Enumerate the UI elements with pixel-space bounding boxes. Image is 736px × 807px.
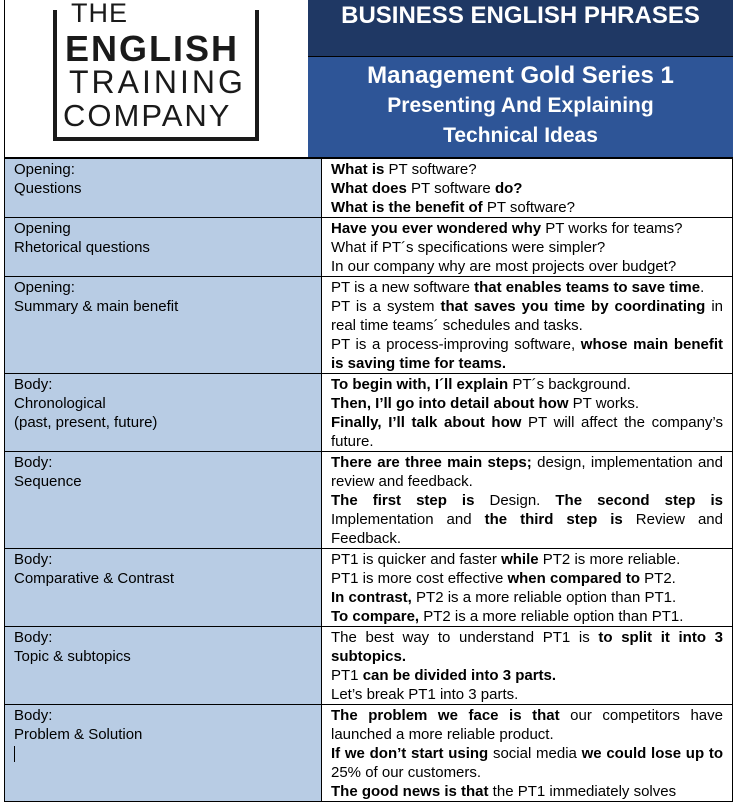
row-label-line: Body: — [14, 629, 53, 646]
phrase-keyword: What is the benefit of — [331, 199, 483, 216]
phrase-text: 25% of our customers. — [331, 764, 482, 781]
row-label-line: Opening: — [14, 161, 75, 178]
phrase-keyword: when compared to — [507, 570, 640, 587]
row-label-line: Comparative & Contrast — [14, 570, 175, 587]
phrase-text: Design. — [474, 492, 556, 509]
table-row — [5, 159, 733, 218]
phrase-text: Let’s break PT1 into 3 parts. — [331, 686, 519, 703]
phrase-keyword: There are three main steps; — [331, 454, 532, 471]
phrase-text: in real time teams´ schedules and tasks. — [331, 298, 724, 334]
row-label-cell — [5, 549, 322, 627]
phrase-keyword: Then, I’ll go into detail about how — [331, 395, 569, 412]
phrase-line — [331, 278, 723, 297]
phrase-keyword: Have you ever wondered why — [331, 220, 542, 237]
logo-english: ENGLISH — [65, 28, 240, 69]
row-phrases-cell — [322, 159, 733, 218]
phrase-line — [331, 569, 723, 588]
row-phrases-cell — [322, 374, 733, 452]
row-label-line: Questions — [14, 180, 82, 197]
phrase-text: PT software? — [482, 199, 575, 216]
phrase-keyword: to split it into 3 subtopics. — [331, 629, 724, 665]
phrase-line — [331, 491, 723, 548]
phrase-line — [331, 550, 723, 569]
row-label-line: Body: — [14, 551, 53, 568]
table-row — [5, 452, 733, 549]
phrase-line — [331, 666, 723, 685]
phrase-keyword: The good news is that — [331, 783, 489, 800]
phrases-table — [4, 158, 733, 802]
phrase-line — [331, 198, 723, 217]
phrase-text: PT´s background. — [508, 376, 631, 393]
phrase-text: PT1 is more cost effective — [331, 570, 508, 587]
phrase-line — [331, 685, 723, 704]
row-phrases-cell — [322, 549, 733, 627]
phrase-text: PT1 is quicker and faster — [331, 551, 502, 568]
phrase-text: . — [700, 279, 705, 296]
table-row — [5, 705, 733, 802]
phrase-line — [331, 782, 723, 801]
phrase-keyword: To begin with, I´ll explain — [331, 376, 509, 393]
phrase-text: the PT1 immediately solves — [488, 783, 677, 800]
phrase-line — [331, 375, 723, 394]
logo-cell — [5, 0, 309, 157]
row-label-line: Opening — [14, 220, 71, 237]
phrase-text: our competitors have launched a more reliable product. — [331, 707, 723, 743]
phrase-line — [331, 257, 723, 276]
row-label-line: Summary & main benefit — [14, 298, 179, 315]
phrase-text: PT works for teams? — [541, 220, 683, 237]
phrase-line — [331, 160, 723, 179]
text-cursor — [14, 746, 15, 762]
row-label-line: Rhetorical questions — [14, 239, 150, 256]
phrase-text: The best way to understand PT1 is — [331, 629, 599, 646]
row-phrases-cell — [322, 277, 733, 374]
document-header — [4, 0, 733, 158]
subtitle-line-1: Presenting And Explaining — [387, 94, 654, 117]
phrase-keyword: the third step is — [484, 511, 623, 528]
phrase-text: Implementation and — [331, 511, 485, 528]
phrase-keyword: The first step is — [331, 492, 475, 509]
row-label-line: (past, present, future) — [14, 414, 158, 431]
title-block — [308, 57, 733, 157]
phrase-line — [331, 297, 723, 335]
phrase-keyword: What does — [331, 180, 407, 197]
row-label-line: Body: — [14, 707, 53, 724]
phrase-line — [331, 607, 723, 626]
phrase-keyword: Finally, I’ll talk about how — [331, 414, 522, 431]
logo-the: THE — [57, 0, 211, 29]
phrase-line — [331, 238, 723, 257]
phrase-line — [331, 394, 723, 413]
phrase-text: PT will affect the company’s future. — [331, 414, 723, 450]
row-label-cell — [5, 452, 322, 549]
phrase-line — [331, 744, 723, 782]
phrase-text: PT is a new software — [331, 279, 475, 296]
row-label-line: Opening: — [14, 279, 75, 296]
phrase-text: PT2 is a more reliable option than PT1. — [419, 608, 684, 625]
row-label-cell — [5, 218, 322, 277]
table-row — [5, 374, 733, 452]
row-label-cell — [5, 627, 322, 705]
document-title: BUSINESS ENGLISH PHRASES — [308, 0, 733, 57]
table-row — [5, 277, 733, 374]
subtitle-line-2: Technical Ideas — [443, 124, 598, 147]
phrase-keyword: If we don’t start using — [331, 745, 489, 762]
row-phrases-cell — [322, 218, 733, 277]
company-logo — [53, 0, 259, 141]
phrase-keyword: do? — [494, 180, 523, 197]
row-label-cell — [5, 159, 322, 218]
row-label-cell — [5, 705, 322, 802]
phrase-keyword: What is — [331, 161, 385, 178]
row-label-cell — [5, 374, 322, 452]
phrase-text: In our company why are most projects over budget? — [331, 258, 677, 275]
phrase-keyword: can be divided into 3 parts. — [362, 667, 557, 684]
phrase-text: PT2. — [640, 570, 676, 587]
series-title: Management Gold Series 1 — [367, 62, 674, 89]
row-phrases-cell — [322, 452, 733, 549]
phrase-keyword: we could lose up to — [581, 745, 723, 762]
table-row — [5, 218, 733, 277]
row-label-line: Topic & subtopics — [14, 648, 131, 665]
row-label-line: Sequence — [14, 473, 82, 490]
phrase-keyword: The problem we face is that — [331, 707, 560, 724]
phrase-keyword: that enables teams to save time — [474, 279, 701, 296]
phrase-keyword: that saves you time by coordinating — [440, 298, 706, 315]
phrase-text: PT works. — [568, 395, 640, 412]
phrase-text: design, implementation and review and feedback. — [331, 454, 723, 490]
phrase-text: PT2 is more reliable. — [538, 551, 681, 568]
row-phrases-cell — [322, 705, 733, 802]
table-row — [5, 627, 733, 705]
phrase-text: Review and Feedback. — [331, 511, 723, 547]
logo-training: TRAINING — [69, 64, 246, 100]
phrase-line — [331, 219, 723, 238]
phrase-text: PT software — [406, 180, 495, 197]
table-row — [5, 549, 733, 627]
row-label-line: Problem & Solution — [14, 726, 143, 743]
row-phrases-cell — [322, 627, 733, 705]
row-label-line: Body: — [14, 454, 53, 471]
phrase-line — [331, 588, 723, 607]
phrase-text: social media — [488, 745, 582, 762]
phrase-line — [331, 179, 723, 198]
phrase-text: PT is a process-improving software, — [331, 336, 581, 353]
row-label-cell — [5, 277, 322, 374]
phrase-line — [331, 628, 723, 666]
phrase-line — [331, 335, 723, 373]
phrase-line — [331, 413, 723, 451]
row-label-line: Chronological — [14, 395, 106, 412]
phrase-line — [331, 453, 723, 491]
phrase-keyword: The second step is — [555, 492, 723, 509]
phrase-keyword: whose main benefit is saving time for teams. — [331, 336, 723, 372]
phrase-line — [331, 706, 723, 744]
phrase-keyword: To compare, — [331, 608, 420, 625]
phrase-text: PT2 is a more reliable option than PT1. — [411, 589, 677, 606]
phrase-text: PT software? — [384, 161, 477, 178]
phrase-text: PT is a system — [331, 298, 441, 315]
logo-company: COMPANY — [63, 98, 232, 133]
phrase-keyword: while — [501, 551, 539, 568]
phrase-text: What if PT´s specifications were simpler? — [331, 239, 606, 256]
phrase-text: PT1 — [331, 667, 363, 684]
phrase-keyword: In contrast, — [331, 589, 412, 606]
row-label-line: Body: — [14, 376, 53, 393]
